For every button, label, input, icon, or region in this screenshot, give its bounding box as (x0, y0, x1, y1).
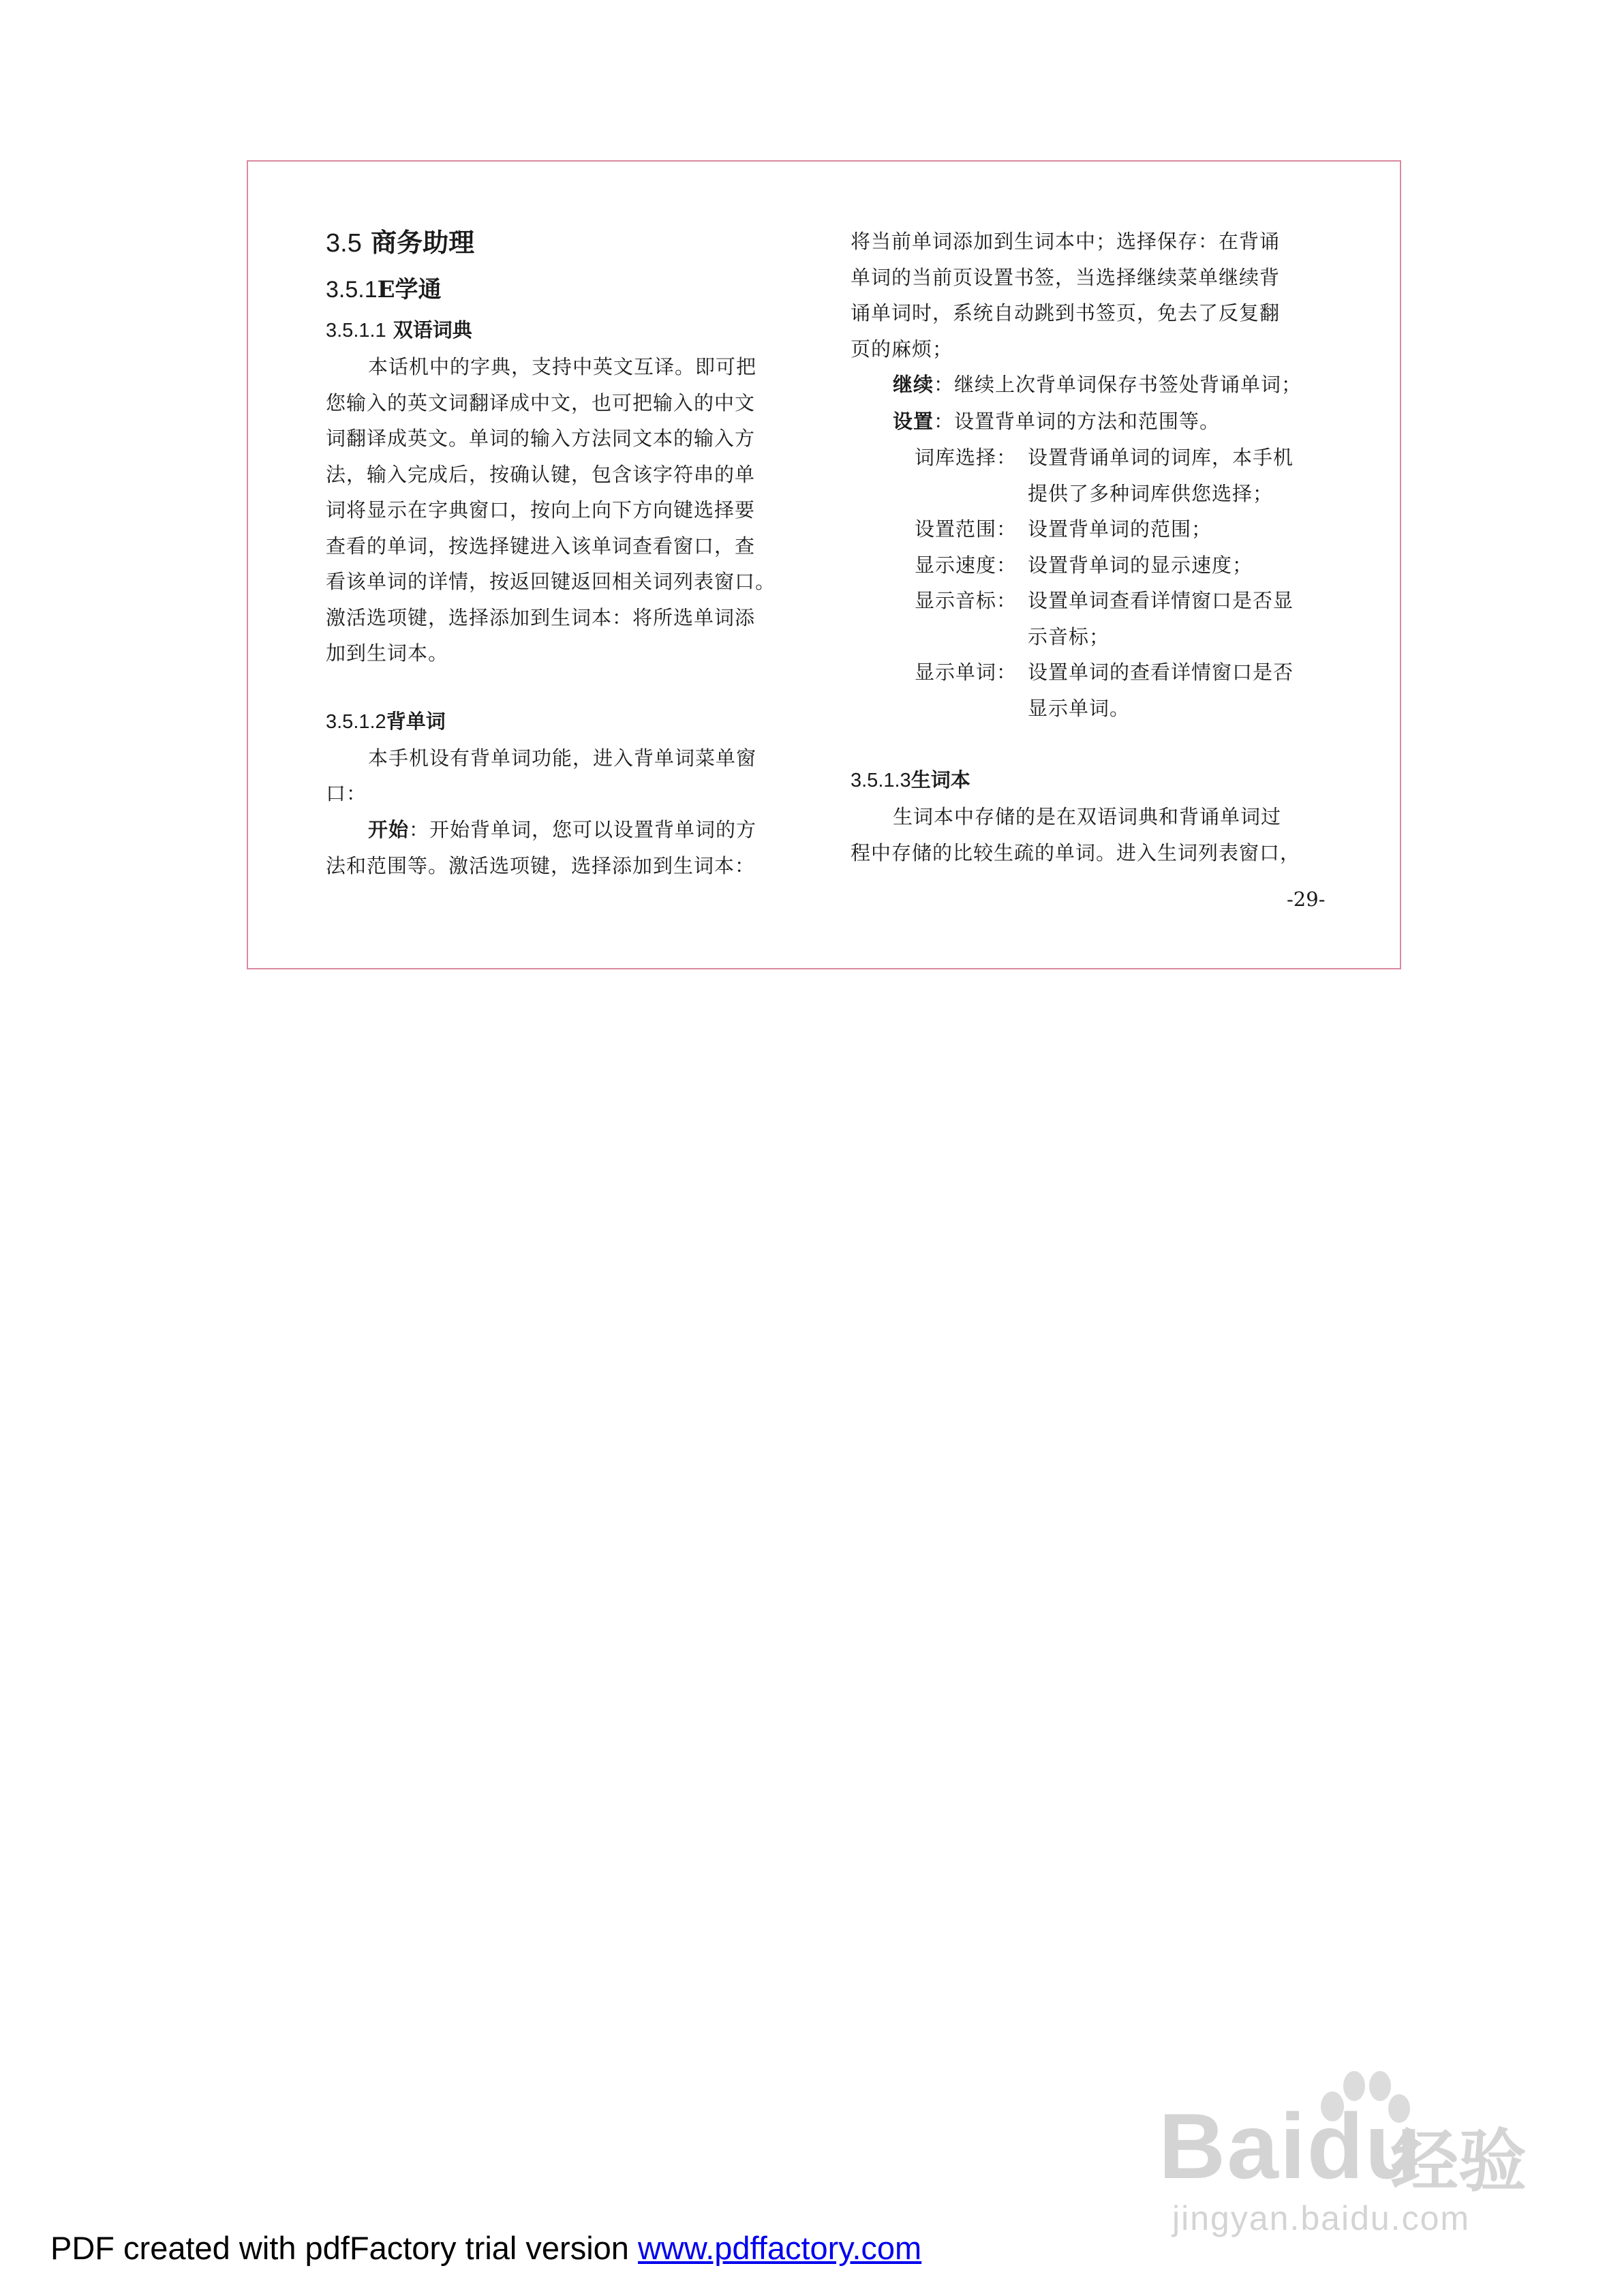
start-description: 开始：开始背单词，您可以设置背单词的方 法和范围等。激活选项键，选择添加到生词本： (326, 817, 757, 877)
dictionary-paragraph: 本话机中的字典，支持中英文互译。即可把 您输入的英文词翻译成中文，也可把输入的中文 词翻译成英文。单词的输入方法同文本的输入方 法，输入完成后，按确认键，包含该字符串的单 词将显示在字典窗口，按向上向下方向键选择要 查看的单词，按选择键进入该单词查看窗口，查 看该单词的详情，按返回键返回相关词列表窗口。 激活选项键，选择添加到生词本：将所选单词添 加到生词本。 (326, 355, 776, 665)
watermark-cn: 经验 (1390, 2121, 1527, 2201)
start-label: 开始 (368, 819, 410, 841)
watermark-brand: Baidu (1159, 2094, 1423, 2198)
continue-item: 继续：继续上次背单词保存书签处背诵单词； (893, 373, 1302, 396)
section-heading: 3.5 商务助理 (326, 227, 475, 258)
continued-paragraph: 将当前单词添加到生词本中；选择保存：在背诵 单词的当前页设置书签，当选择继续菜单继续背 诵单词时，系统自动跳到书签页，免去了反复翻 页的麻烦； (851, 230, 1281, 361)
pdf-footer: PDF created with pdfFactory trial version www.pdffactory.com (50, 2230, 922, 2266)
setting-phonetic: 显示音标： 设置单词查看详情窗口是否显 示音标； (915, 589, 1294, 648)
setting-range: 设置范围： 设置背单词的范围； (915, 517, 1212, 541)
new-words-paragraph: 生词本中存储的是在双语词典和背诵单词过 程中存储的比较生疏的单词。进入生词列表窗口， (851, 805, 1301, 864)
watermark-url: jingyan.baidu.com (1172, 2199, 1471, 2237)
setting-library: 词库选择： 设置背诵单词的词库，本手机 提供了多种词库供您选择； (915, 446, 1294, 505)
baidu-jingyan-watermark (1159, 2069, 1540, 2237)
new-words-heading: 3.5.1.3生词本 (851, 768, 970, 791)
right-column (851, 224, 1328, 871)
pdffactory-link[interactable]: www.pdffactory.com (637, 2230, 922, 2266)
settings-item: 设置：设置背单词的方法和范围等。 (893, 409, 1221, 433)
memorize-words-heading: 3.5.1.2背单词 (326, 709, 446, 733)
setting-speed: 显示速度： 设置背单词的显示速度； (915, 553, 1253, 577)
memorize-intro: 本手机设有背单词功能，进入背单词菜单窗 口： (326, 746, 757, 805)
left-column (326, 224, 803, 884)
bilingual-dictionary-heading: 3.5.1.1 双语词典 (326, 318, 472, 342)
subsection-heading: 3.5.1E学通 (326, 276, 442, 303)
setting-show-word: 显示单词： 设置单词的查看详情窗口是否 显示单词。 (915, 661, 1294, 720)
page-number: -29- (1287, 888, 1326, 911)
